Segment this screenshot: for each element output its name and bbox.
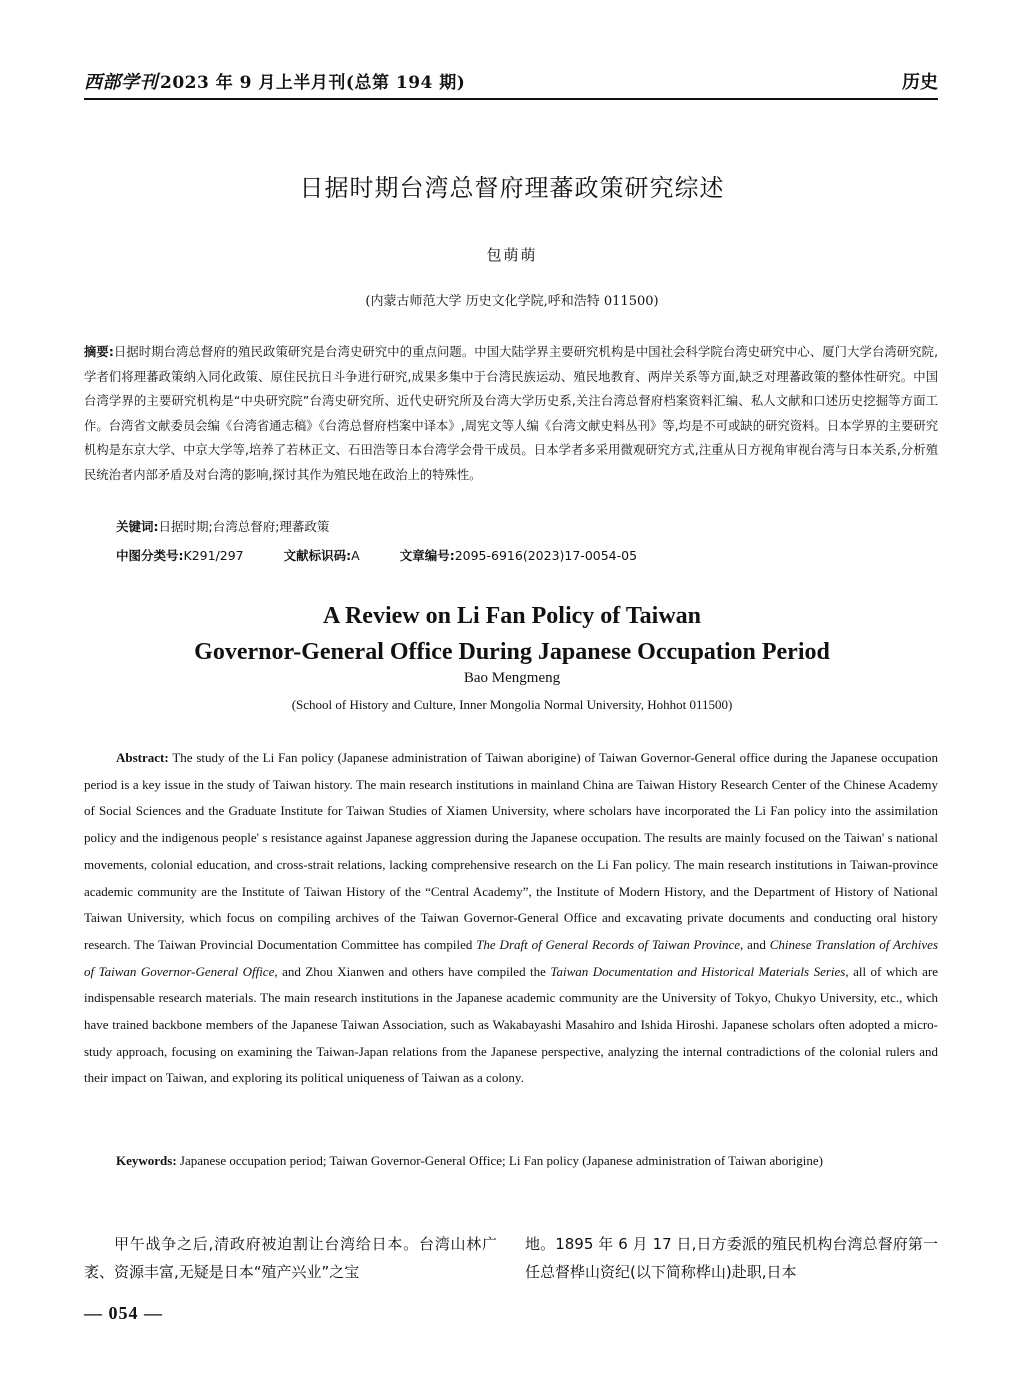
english-title-line-2: Governor-General Office During Japanese Occupation Period	[194, 639, 830, 665]
english-abstract-text-4: all of which are indispensable research materials. The main research institutions in the Japanese academic community are the University of Tokyo, Chukyo University, etc., which have trained backbone members of the Japanese Taiwan Association, such as Wakabayashi Masahiro and Ishida Hiroshi. Japanese scholars often adopted a micro-study approach, focusing on examining the Taiwan-Japan relations from the Japanese perspective, analyzing the internal contradictions of the colonial rulers and their impact on Taiwan, and exploring its political uniqueness of Taiwan as a colony.	[84, 963, 938, 1086]
chinese-abstract-label: 摘要:	[84, 345, 114, 359]
english-abstract-text-1: The study of the Li Fan policy (Japanese administration of Taiwan aborigine) of Taiwan Governor-General office during the Japanese occupation period is a key issue in the study of Taiwan history. The main research institutions in mainland China are Taiwan History Research Center of the Chinese Academy of Social Sciences and the Graduate Institute for Taiwan Studies of Xiamen University, where scholars have incorporated the Li Fan policy into the assimilation policy and the indigenous people' s resistance against Japanese aggression during the Japanese occupation. The results are mainly focused on the Taiwan' s national movements, colonial education, and cross-strait relations, lacking comprehensive research on the Li Fan policy. The main research institutions in Taiwan-province academic community are the Institute of Taiwan History of the “Central Academy”, the Institute of Modern History, and the Department of History of National Taiwan University, which focus on compiling archives of the Taiwan Governor-General Office and excavating private documents and conducting oral history research. The Taiwan Provincial Documentation Committee has compiled	[84, 750, 939, 952]
section-label: 历史	[902, 72, 938, 93]
journal-issue-line	[84, 68, 465, 94]
classification-line	[116, 546, 637, 564]
english-abstract-title-3: Taiwan Documentation and Historical Materials Series,	[550, 963, 849, 979]
body-text	[84, 1230, 938, 1286]
english-keywords	[84, 1148, 938, 1174]
english-keywords-text: Japanese occupation period; Taiwan Governor-General Office; Li Fan policy (Japanese administration of Taiwan aborigine)	[179, 1153, 823, 1168]
running-head	[84, 70, 938, 100]
english-abstract-title-2: Chinese Translation of Archives of Taiwan Governor-General Office,	[84, 936, 938, 979]
chinese-abstract-text: 日据时期台湾总督府的殖民政策研究是台湾史研究中的重点问题。中国大陆学界主要研究机构是中国社会科学院台湾史研究中心、厦门大学台湾研究院,学者们将理蕃政策纳入同化政策、原住民抗日斗争进行研究,成果多集中于台湾民族运动、殖民地教育、两岸关系等方面,缺乏对理蕃政策的整体性研究。中国台湾学界的主要研究机构是“中央研究院”台湾史研究所、近代史研究所及台湾大学历史系,关注台湾总督府档案资料汇编、私人文献和口述历史挖掘等方面工作。台湾省文献委员会编《台湾省通志稿》《台湾总督府档案中译本》,周宪文等人编《台湾文献史料丛刊》等,均是不可或缺的研究资料。日本学界的主要研究机构是东京大学、中京大学等,培养了若林正文、石田浩等日本台湾学会骨干成员。日本学者多采用微观研究方式,注重从日方视角审视台湾与日本关系,分析殖民统治者内部矛盾及对台湾的影响,探讨其作为殖民地在政治上的特殊性。	[84, 345, 938, 482]
english-title	[0, 598, 1024, 670]
english-abstract-label: Abstract:	[116, 750, 169, 765]
body-paragraph: 甲午战争之后,清政府被迫割让台湾给日本。台湾山林广袤、资源丰富,无疑是日本“殖产兴业”之宝	[84, 1235, 497, 1281]
english-abstract-text-2: and	[743, 936, 770, 952]
chinese-abstract	[84, 340, 938, 488]
chinese-keywords	[116, 517, 329, 535]
issue-info: 2023 年 9 月上半月刊(总第 194 期)	[160, 73, 466, 93]
journal-logo: 西部学刊	[84, 72, 158, 93]
chinese-affiliation: (内蒙古师范大学 历史文化学院,呼和浩特 011500)	[365, 294, 659, 309]
body-paragraph: 地。1895 年 6 月 17 日,日方委派的殖民机构台湾总督府第一任总督桦山资纪(以下简称桦山)赴职,日本	[525, 1235, 938, 1281]
body-column-right	[525, 1230, 938, 1286]
body-column-left	[84, 1230, 497, 1286]
article-number: 文章编号:2095-6916(2023)17-0054-05	[399, 548, 638, 563]
english-title-line-1: A Review on Li Fan Policy of Taiwan	[322, 603, 702, 629]
document-code: 文献标识码:A	[283, 548, 360, 563]
chinese-title: 日据时期台湾总督府理蕃政策研究综述	[299, 174, 725, 202]
english-keywords-label: Keywords:	[116, 1153, 177, 1168]
english-abstract-title-1: The Draft of General Records of Taiwan Province,	[476, 936, 744, 952]
chinese-author: 包萌萌	[486, 246, 538, 264]
english-affiliation: (School of History and Culture, Inner Mongolia Normal University, Hohhot 011500)	[291, 697, 733, 712]
english-abstract	[84, 745, 938, 1092]
chinese-keywords-text: 日据时期;台湾总督府;理蕃政策	[158, 519, 330, 534]
english-abstract-text-3: and Zhou Xianwen and others have compiled the	[277, 963, 551, 979]
page-number: — 054 —	[84, 1303, 163, 1323]
chinese-keywords-label: 关键词:	[116, 519, 159, 534]
clc-number: 中图分类号:K291/297	[116, 548, 244, 563]
english-author: Bao Mengmeng	[463, 670, 561, 686]
